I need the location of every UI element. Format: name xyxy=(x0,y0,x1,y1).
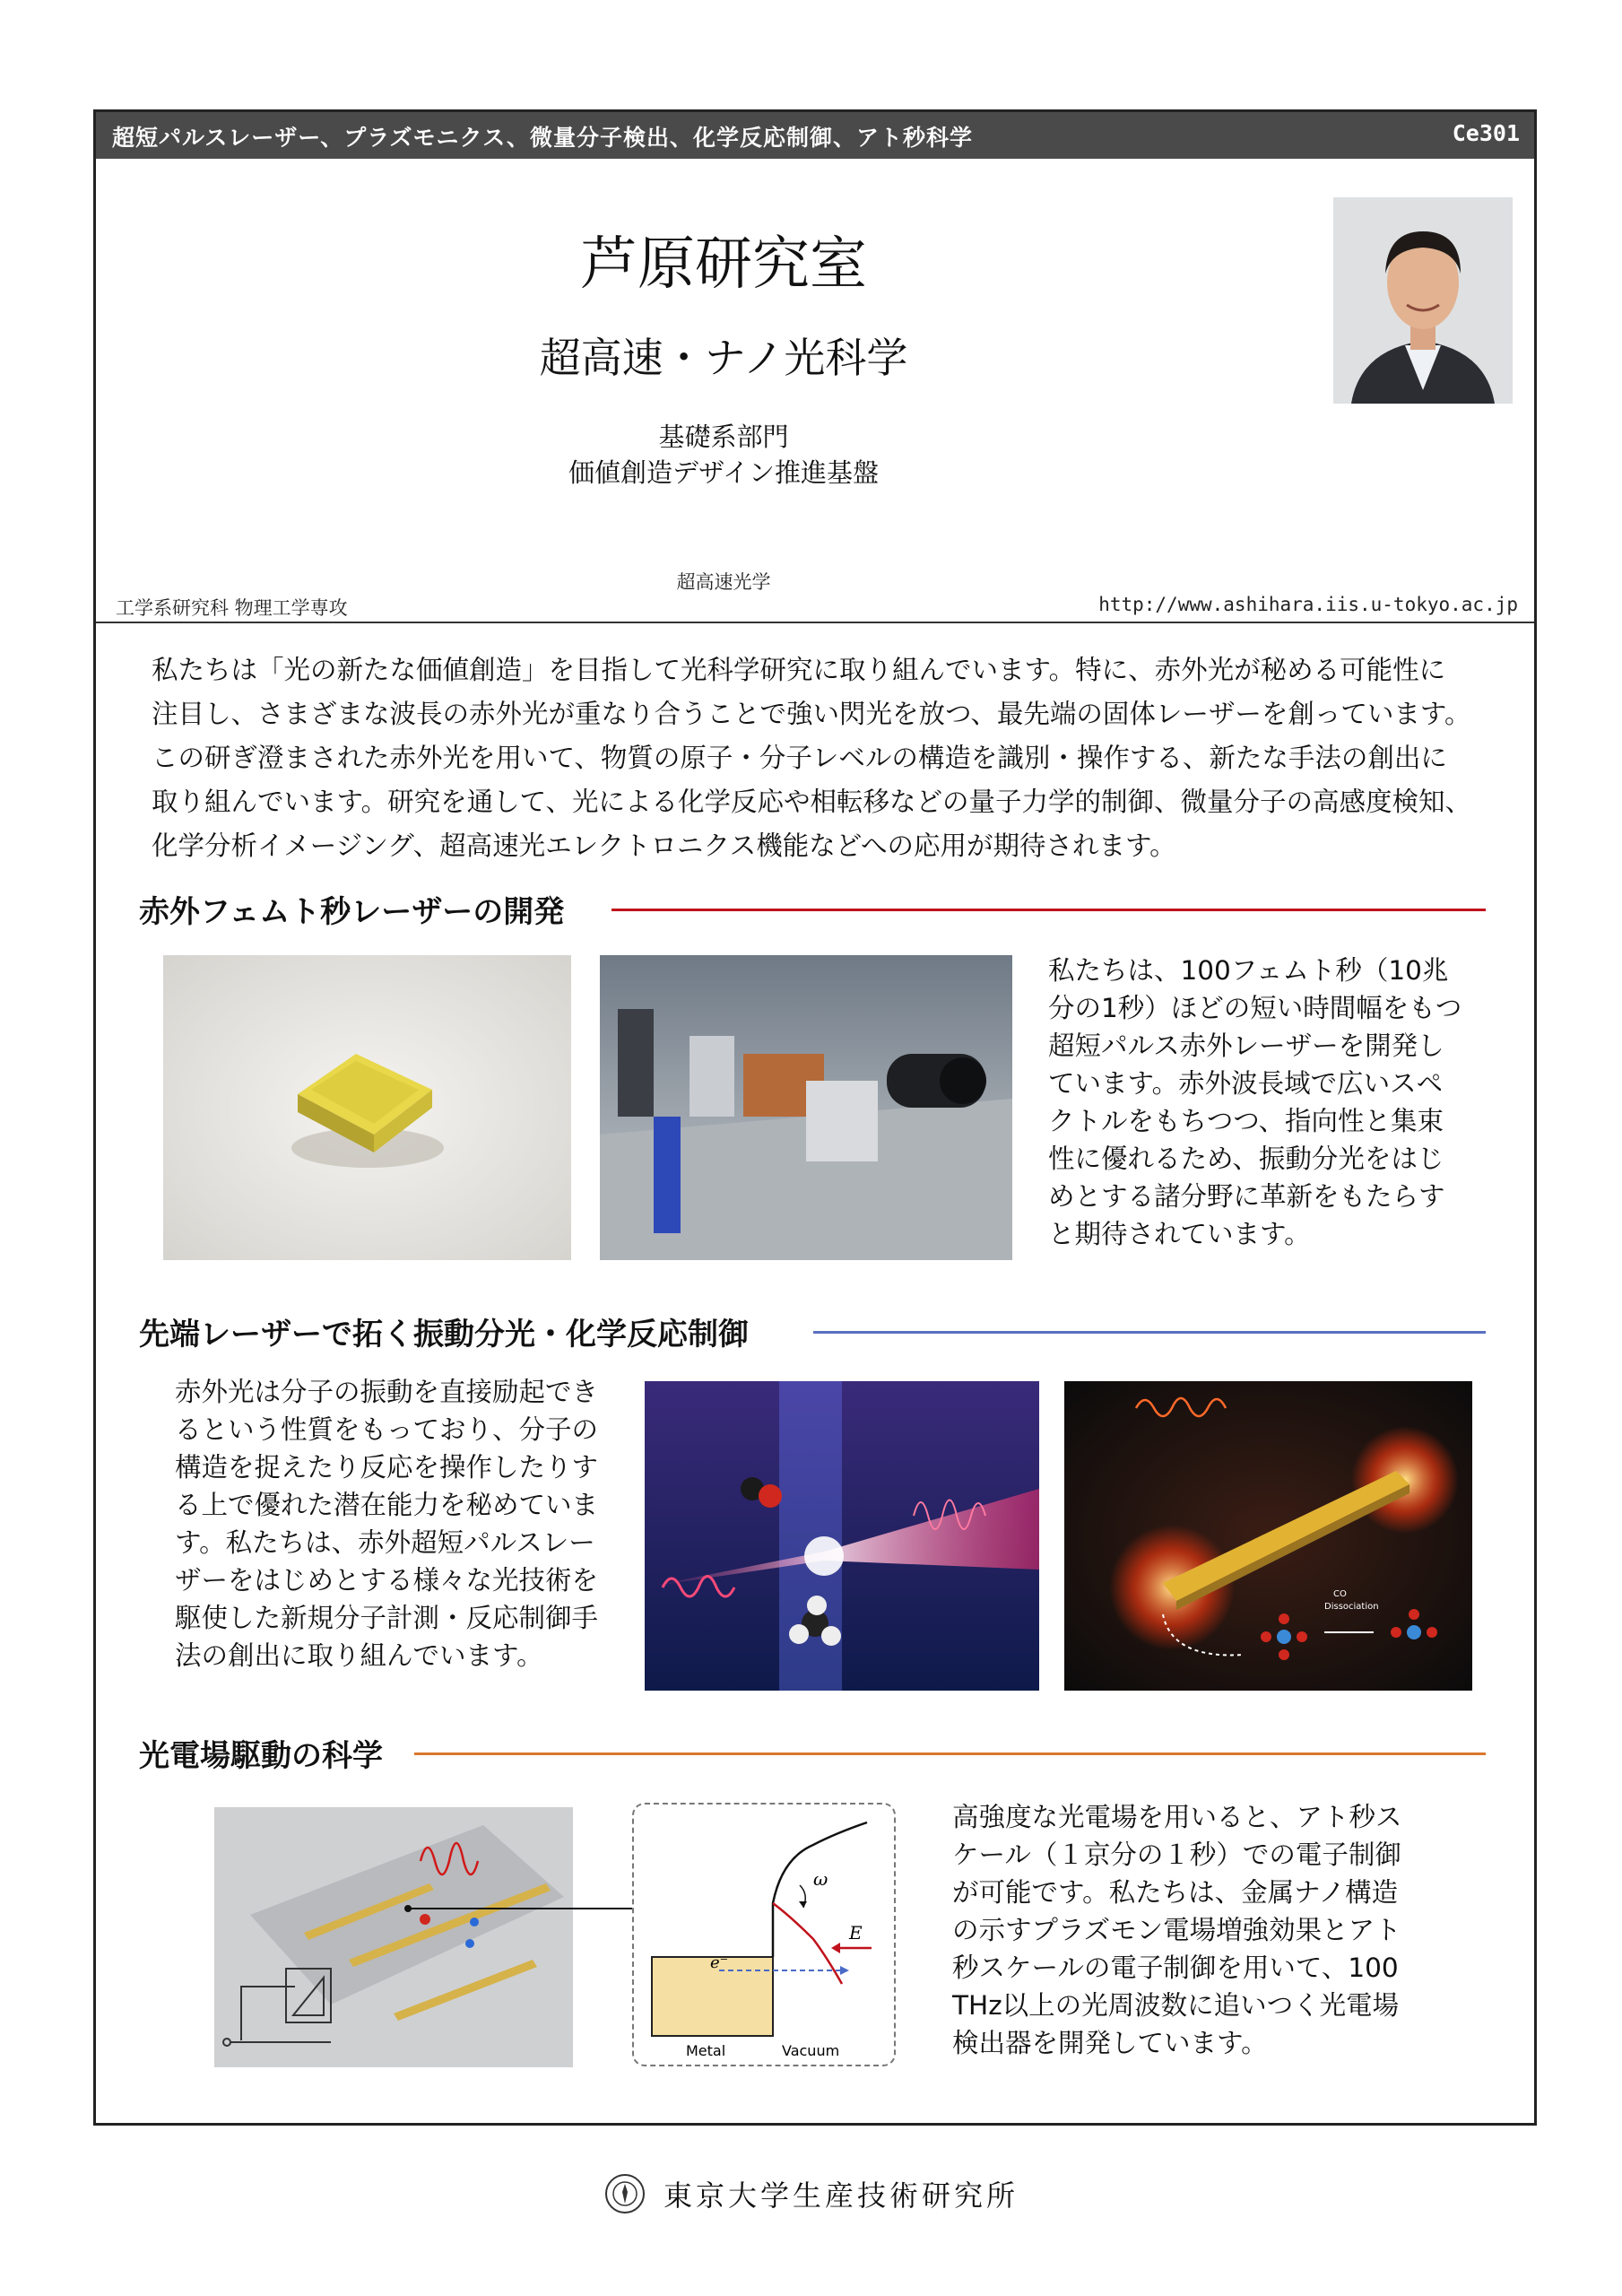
co-label: CO xyxy=(1333,1589,1347,1599)
center: 価値創造デザイン推進基盤 xyxy=(568,457,879,488)
potential-diagram xyxy=(632,1803,896,2066)
intro-line: 取り組んでいます。研究を通して、光による化学反応や相転移などの量子力学的制御、微量分子の高感度検知、 xyxy=(152,787,1472,817)
field-label: E xyxy=(849,1922,863,1944)
section2-line: る上で優れた潜在能力を秘めていま xyxy=(175,1490,599,1520)
section2-line: るという性質をもっており、分子の xyxy=(175,1414,599,1445)
graduate-school: 工学系研究科 物理工学専攻 xyxy=(116,597,348,619)
section1-line: 性に優れるため、振動分光をはじ xyxy=(1048,1144,1444,1174)
lab-name: 芦原研究室 xyxy=(580,231,867,298)
vacuum-label: Vacuum xyxy=(782,2042,840,2059)
section1-line: と期待されています。 xyxy=(1048,1219,1311,1249)
institute-name: 東京大学生産技術研究所 xyxy=(664,2179,1019,2213)
section2-line: す。私たちは、赤外超短パルスレー xyxy=(175,1527,595,1558)
section1-line: ています。赤外波長域で広いスペ xyxy=(1048,1068,1444,1099)
intro-line: 注目し、さまざまな波長の赤外光が重なり合うことで強い閃光を放つ、最先端の固体レーザーを創っています。 xyxy=(152,699,1471,729)
section2-heading: 先端レーザーで拓く振動分光・化学反応制御 xyxy=(139,1317,749,1352)
section3-text xyxy=(952,1798,1402,2062)
section1-line: クトルをもちつつ、指向性と集束 xyxy=(1048,1106,1444,1136)
section3-line: が可能です。私たちは、金属ナノ構造 xyxy=(952,1877,1399,1908)
section2-line: 構造を捉えたり反応を操作したりす xyxy=(175,1452,599,1483)
section2-line: 法の創出に取り組んでいます。 xyxy=(175,1640,543,1671)
lab-subtitle: 超高速・ナノ光科学 xyxy=(539,334,908,382)
intro-text xyxy=(152,648,1488,868)
section3-rule xyxy=(414,1752,1486,1755)
department: 基礎系部門 xyxy=(658,422,789,452)
section3-heading: 光電場駆動の科学 xyxy=(139,1738,383,1774)
electron-label: e⁻ xyxy=(710,1953,729,1972)
section3-line: THz以上の光周波数に追いつく光電場 xyxy=(952,1990,1400,2021)
laser-setup-photo xyxy=(600,955,1012,1260)
keyword-bar xyxy=(96,112,1534,159)
section1-line: 超短パルス赤外レーザーを開発し xyxy=(1048,1031,1444,1061)
section1-line: めとする諸分野に革新をもたらす xyxy=(1048,1181,1445,1212)
section2-rule xyxy=(813,1331,1486,1334)
institute-seal-icon xyxy=(603,2172,646,2215)
keywords: 超短パルスレーザー、プラズモニクス、微量分子検出、化学反応制御、アト秒科学 xyxy=(112,125,974,151)
omega-label: ω xyxy=(813,1868,828,1890)
section2-line: ザーをはじめとする様々な光技術を xyxy=(175,1565,599,1596)
section3-line: の示すプラズモン電場増強効果とアト xyxy=(952,1915,1401,1945)
section1-rule xyxy=(612,909,1486,911)
molecule-laser-illustration xyxy=(645,1381,1039,1691)
section3-line: 秒スケールの電子制御を用いて、100 xyxy=(952,1952,1399,1983)
footer xyxy=(0,2172,1622,2215)
section1-line: 私たちは、100フェムト秒（10兆 xyxy=(1048,955,1449,986)
nanorod-dissociation-illustration xyxy=(1064,1381,1472,1691)
section3-line: 検出器を開発しています。 xyxy=(952,2028,1268,2058)
intro-line: 化学分析イメージング、超高速光エレクトロニクス機能などへの応用が期待されます。 xyxy=(152,831,1176,861)
section2-line: 駆使した新規分子計測・反応制御手 xyxy=(175,1603,599,1633)
research-field: 超高速光学 xyxy=(676,571,771,593)
section3-line: ケール（１京分の１秒）での電子制御 xyxy=(952,1839,1401,1870)
intro-line: 私たちは「光の新たな価値創造」を目指して光科学研究に取り組んでいます。特に、赤外光が秘める可能性に xyxy=(152,655,1446,685)
section3-line: 高強度な光電場を用いると、アト秒ス xyxy=(952,1802,1402,1832)
intro-line: この研ぎ澄まされた赤外光を用いて、物質の原子・分子レベルの構造を識別・操作する、新たな手法の創出に xyxy=(152,743,1447,773)
poster-frame xyxy=(93,109,1537,2126)
section2-text xyxy=(175,1373,598,1674)
section1-line: 分の1秒）ほどの短い時間幅をもつ xyxy=(1048,993,1462,1023)
dissociation-label: Dissociation xyxy=(1324,1602,1379,1612)
metal-label: Metal xyxy=(686,2042,726,2059)
poster-code: Ce301 xyxy=(1452,120,1520,146)
professor-photo xyxy=(1333,197,1513,404)
lab-url[interactable]: http://www.ashihara.iis.u-tokyo.ac.jp xyxy=(1098,594,1518,615)
crystal-photo xyxy=(163,955,571,1260)
section1-text xyxy=(1048,952,1462,1253)
header-divider xyxy=(96,622,1534,623)
section1-heading: 赤外フェムト秒レーザーの開発 xyxy=(139,894,565,930)
section2-line: 赤外光は分子の振動を直接励起でき xyxy=(175,1377,599,1407)
nano-antenna-device-illustration xyxy=(214,1807,573,2067)
